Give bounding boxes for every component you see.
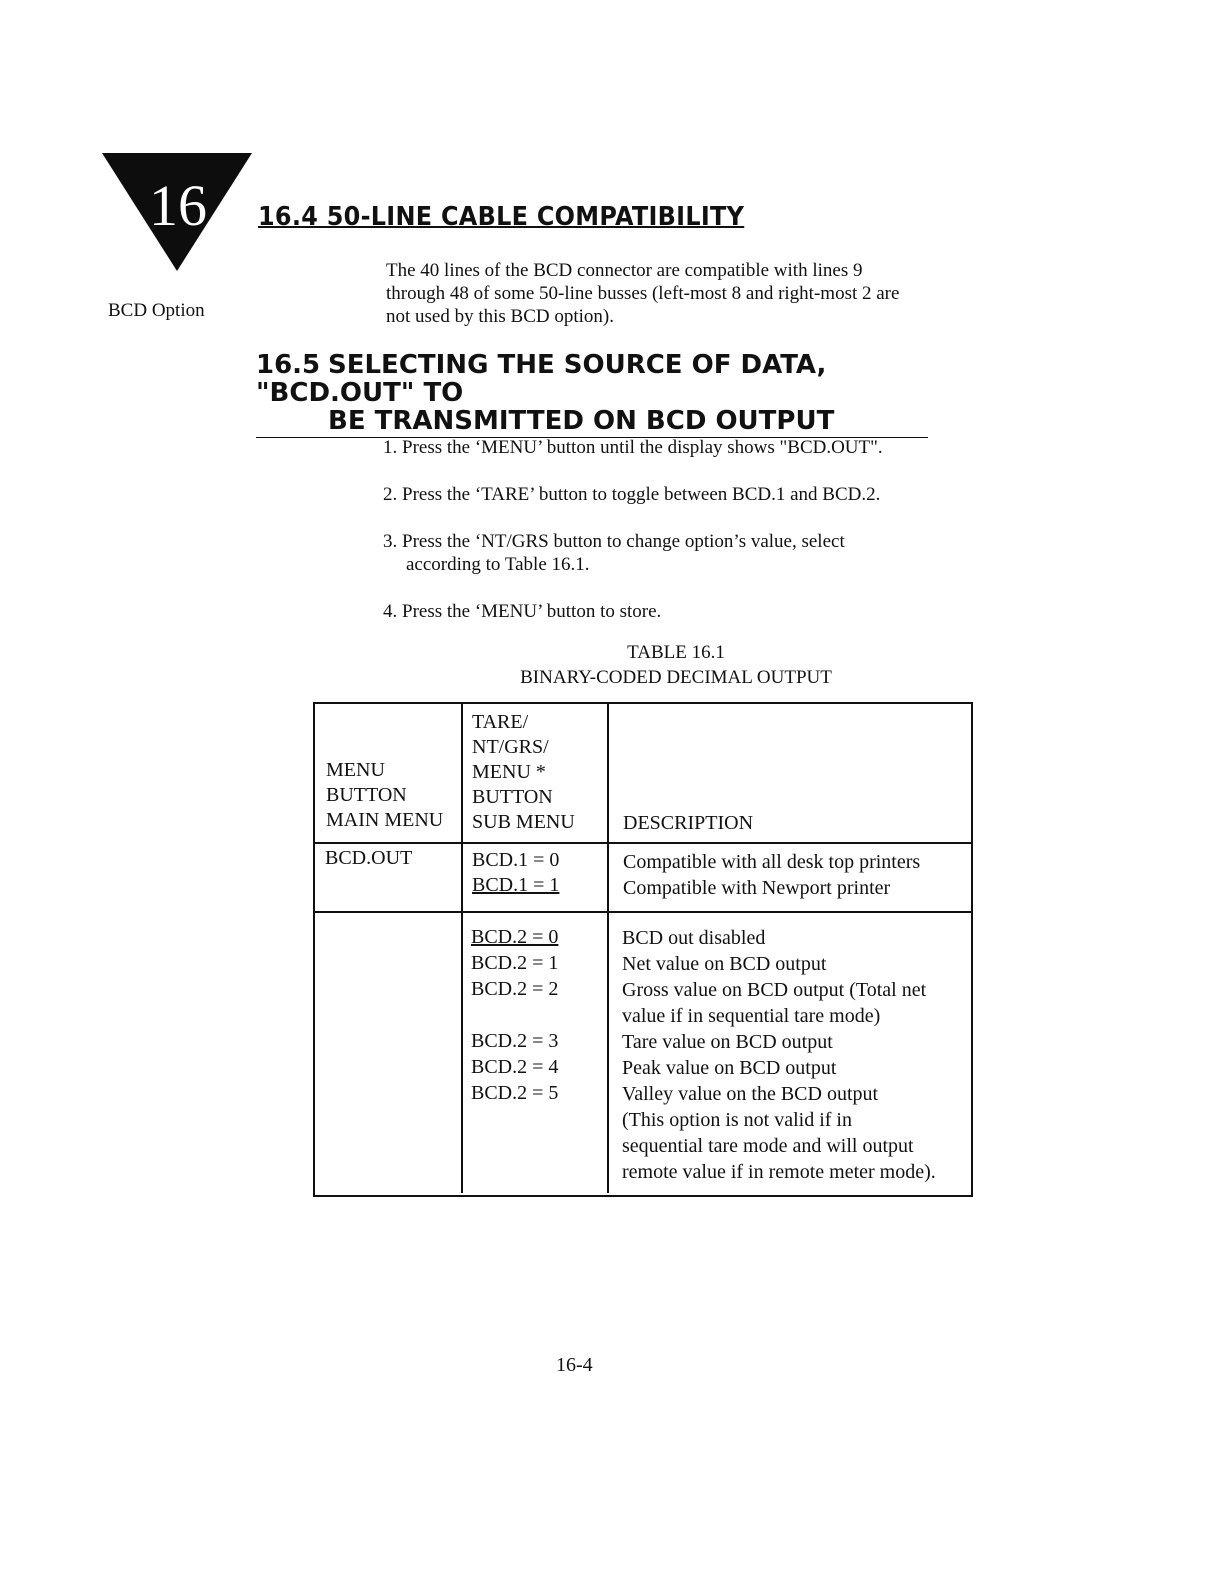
paragraph-line: through 48 of some 50-line busses (left-most 8 and right-most 2 are: [386, 283, 900, 304]
bcd-output-table: [313, 702, 973, 1197]
desc-line: Peak value on BCD output: [622, 1057, 837, 1079]
sub-value: BCD.2 = 3: [471, 1030, 559, 1052]
sub-value: BCD.2 = 5: [471, 1082, 559, 1104]
chapter-triangle-icon: [102, 153, 252, 273]
header-sub-menu: [472, 710, 575, 835]
step-text: 4. Press the ‘MENU’ button to store.: [383, 601, 662, 622]
desc-line: Compatible with all desk top printers: [623, 851, 921, 873]
row1-description: [623, 849, 920, 901]
desc-line: Net value on BCD output: [622, 953, 827, 975]
step-text: 2. Press the ‘TARE’ button to toggle between BCD.1 and BCD.2.: [383, 484, 881, 505]
desc-line: Compatible with Newport printer: [623, 877, 891, 899]
sub-value: BCD.2 = 2: [471, 978, 559, 1000]
sub-value: BCD.2 = 0: [471, 926, 559, 948]
header-line: MENU *: [472, 761, 546, 783]
table-divider: [313, 911, 973, 913]
table-caption-number: TABLE 16.1: [627, 642, 725, 663]
header-line: MENU: [326, 759, 385, 781]
chapter-marker: [102, 153, 252, 273]
header-line: BUTTON: [472, 786, 553, 808]
header-line: SUB MENU: [472, 811, 575, 833]
sub-value: BCD.2 = 4: [471, 1056, 559, 1078]
table-divider: [607, 702, 609, 1193]
section-16-4-paragraph: [386, 259, 986, 328]
step-list: [383, 436, 983, 647]
desc-line: (This option is not valid if in: [622, 1109, 852, 1131]
step-item: [383, 436, 983, 459]
step-text: 1. Press the ‘MENU’ button until the display shows "BCD.OUT".: [383, 437, 883, 458]
desc-line: sequential tare mode and will output: [622, 1135, 914, 1157]
section-16-4-heading: 16.4 50-LINE CABLE COMPATIBILITY: [258, 202, 745, 232]
paragraph-line: not used by this BCD option).: [386, 306, 615, 327]
header-line: NT/GRS/: [472, 736, 549, 758]
header-main-menu: [326, 758, 443, 833]
row2-sub-menu: [471, 924, 558, 1106]
header-description: DESCRIPTION: [623, 812, 754, 834]
sub-value: BCD.1 = 0: [472, 849, 560, 871]
table-caption: [380, 640, 972, 690]
step-item: [383, 530, 983, 576]
chapter-number: 16: [149, 173, 207, 238]
step-text-continued: according to Table 16.1.: [406, 554, 590, 575]
section-number: 16.5: [256, 350, 321, 380]
desc-line: remote value if in remote meter mode).: [622, 1161, 936, 1183]
table-divider: [461, 702, 463, 1193]
paragraph-line: The 40 lines of the BCD connector are compatible with lines 9: [386, 260, 863, 281]
row2-description: [622, 925, 936, 1185]
desc-line: value if in sequential tare mode): [622, 1005, 881, 1027]
section-16-5-heading: [256, 351, 928, 438]
heading-line-2: BE TRANSMITTED ON BCD OUTPUT: [328, 406, 835, 436]
desc-line: Gross value on BCD output (Total net: [622, 979, 927, 1001]
desc-line: Valley value on the BCD output: [622, 1083, 879, 1105]
header-line: BUTTON: [326, 784, 407, 806]
row1-sub-menu: [472, 848, 559, 898]
spacer: [471, 1002, 558, 1028]
header-line: TARE/: [472, 711, 529, 733]
heading-line-1: SELECTING THE SOURCE OF DATA, "BCD.OUT" TO: [256, 350, 827, 408]
sub-value: BCD.1 = 1: [472, 874, 560, 896]
step-item: [383, 600, 983, 623]
sub-value: BCD.2 = 1: [471, 952, 559, 974]
desc-line: BCD out disabled: [622, 927, 766, 949]
table-caption-title: BINARY-CODED DECIMAL OUTPUT: [520, 667, 832, 688]
page-number: 16-4: [556, 1354, 593, 1376]
row1-main-menu: BCD.OUT: [325, 847, 413, 869]
side-label: BCD Option: [108, 300, 205, 321]
table-divider: [313, 842, 973, 844]
step-text: 3. Press the ‘NT/GRS button to change option’s value, select: [383, 531, 845, 552]
header-line: MAIN MENU: [326, 809, 444, 831]
desc-line: Tare value on BCD output: [622, 1031, 833, 1053]
step-item: [383, 483, 983, 506]
